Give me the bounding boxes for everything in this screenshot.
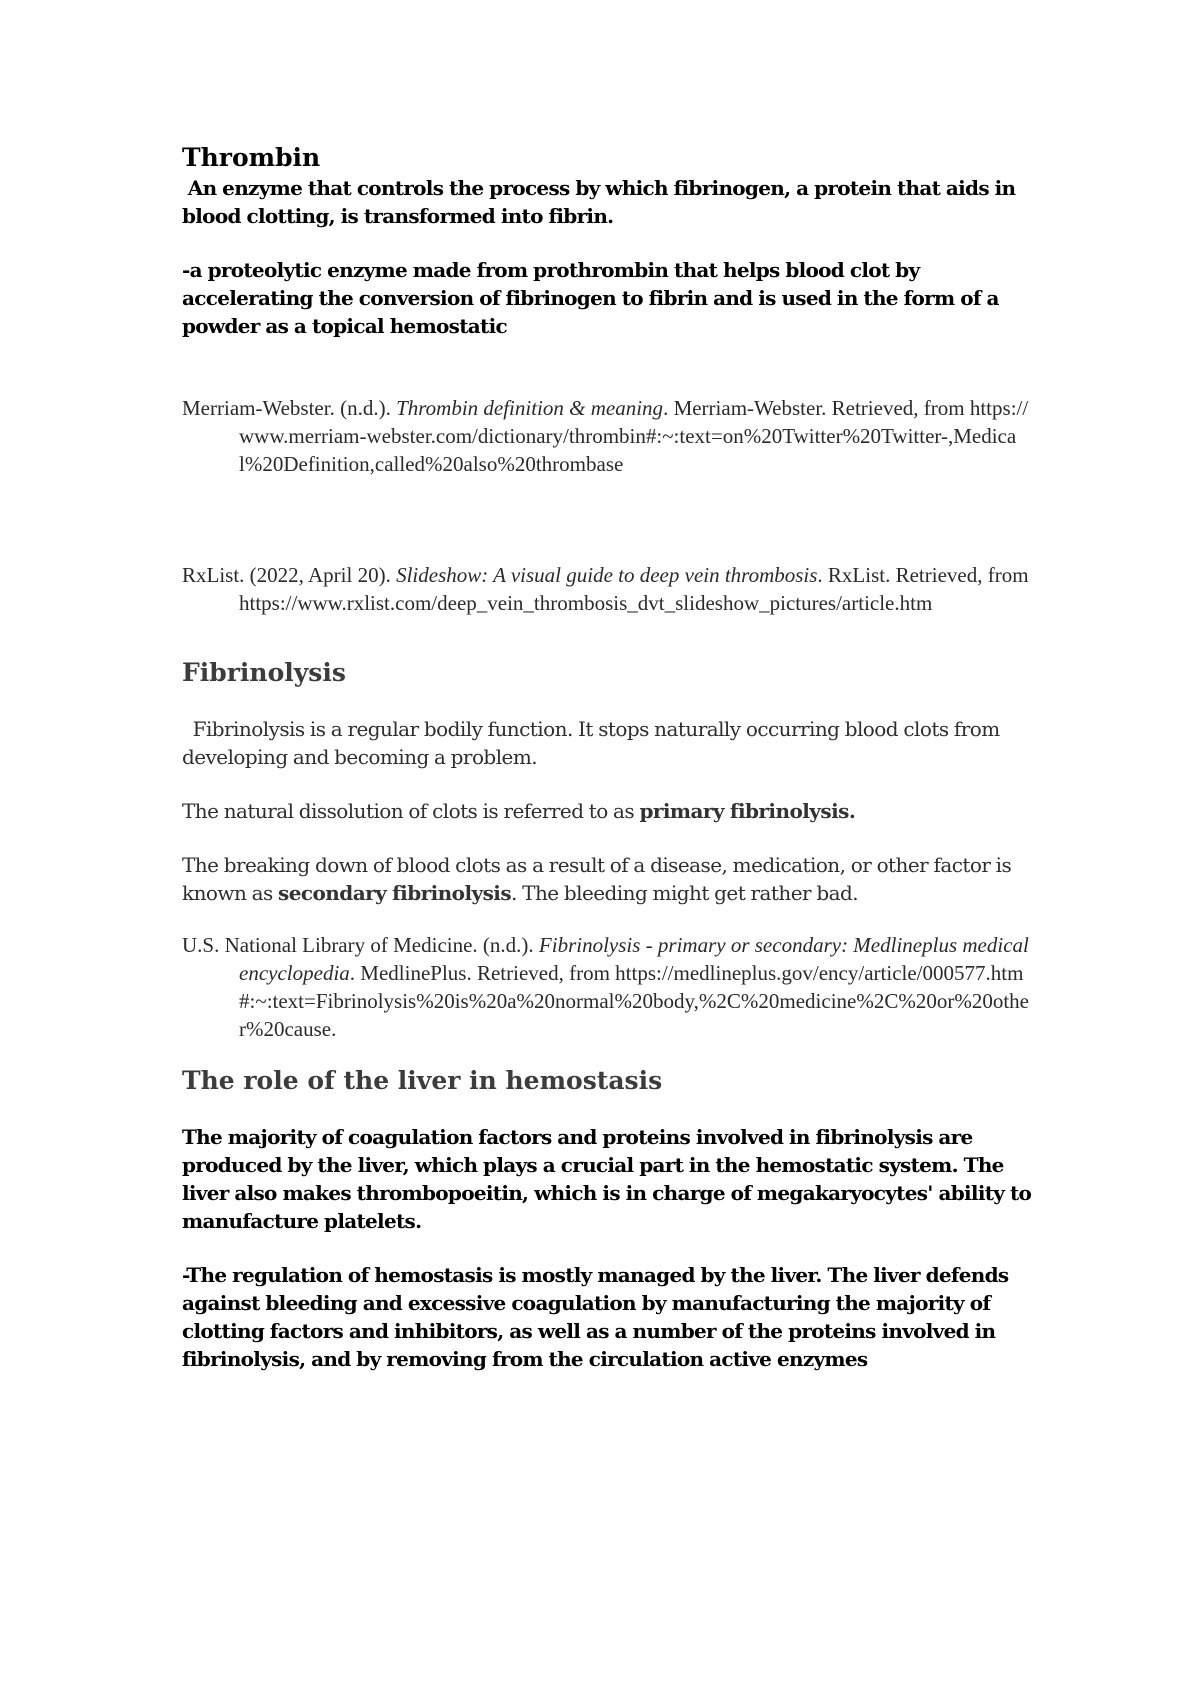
thrombin-heading: Thrombin	[182, 143, 321, 172]
reference-rxlist	[182, 561, 1032, 617]
thrombin-definition-1: An enzyme that controls the process by which fibrinogen, a protein that aids in blood clotting, is transformed into fibrin.	[182, 176, 1022, 228]
reference-source: . MedlinePlus. Retrieved, from https://medlineplus.gov/ency/article/000577.htm#:~:text=Fibrinolysis%20is%20a%20normal%20body,%2C%20medicine%2C%20or%20other%20cause.	[239, 961, 1029, 1041]
reference-title: Fibrinolysis - primary or secondary: Medlineplus medical encyclopedia	[239, 933, 1029, 985]
liver-heading: The role of the liver in hemostasis	[182, 1066, 663, 1095]
document-page	[182, 142, 1032, 1373]
fibrinolysis-heading: Fibrinolysis	[182, 658, 346, 687]
reference-merriam-webster	[182, 394, 1032, 478]
fibrinolysis-para-2	[182, 797, 1032, 825]
reference-title: Thrombin definition & meaning	[396, 396, 664, 420]
reference-author: U.S. National Library of Medicine. (n.d.).	[182, 933, 539, 957]
liver-para-1: The majority of coagulation factors and proteins involved in fibrinolysis are produced by the liver, which plays a crucial part in the hemostatic system. The liver also makes thrombopoeitin, which is in charge of megakaryocytes' ability to manufacture platelets.	[182, 1125, 1032, 1233]
reference-source: . Merriam-Webster. Retrieved, from https://www.merriam-webster.com/dictionary/thrombin#:~:text=on%20Twitter%20Twitter-,Medical%20Definition,called%20also%20thrombase	[239, 396, 1029, 476]
fibrinolysis-para-1: Fibrinolysis is a regular bodily function. It stops naturally occurring blood clots from developing and becoming a problem.	[182, 717, 1005, 769]
thrombin-definition-2: -a proteolytic enzyme made from prothrombin that helps blood clot by accelerating the conversion of fibrinogen to fibrin and is used in the form of a powder as a topical hemostatic	[182, 258, 999, 338]
liver-para-2: -The regulation of hemostasis is mostly managed by the liver. The liver defends against bleeding and excessive coagulation by manufacturing the majority of clotting factors and inhibitors, as well as a number of the proteins involved in fibrinolysis, and by removing from the circulation active enzymes	[182, 1263, 1009, 1371]
fibrinolysis-para-3-text: The breaking down of blood clots as a result of a disease, medication, or other factor is known as	[182, 853, 1012, 905]
reference-title: Slideshow: A visual guide to deep vein thrombosis	[396, 563, 818, 587]
fibrinolysis-para-2-text: The natural dissolution of clots is referred to as	[182, 799, 640, 823]
fibrinolysis-para-3-end: . The bleeding might get rather bad.	[511, 881, 859, 905]
reference-author: Merriam-Webster. (n.d.).	[182, 396, 397, 420]
secondary-fibrinolysis-term: secondary fibrinolysis	[278, 881, 512, 905]
reference-author: RxList. (2022, April 20).	[182, 563, 397, 587]
reference-medlineplus	[182, 931, 1032, 1043]
reference-source: . RxList. Retrieved, from https://www.rxlist.com/deep_vein_thrombosis_dvt_slideshow_pictures/article.htm	[239, 563, 1029, 615]
primary-fibrinolysis-term: primary fibrinolysis.	[639, 799, 856, 823]
fibrinolysis-para-3	[182, 851, 1032, 907]
